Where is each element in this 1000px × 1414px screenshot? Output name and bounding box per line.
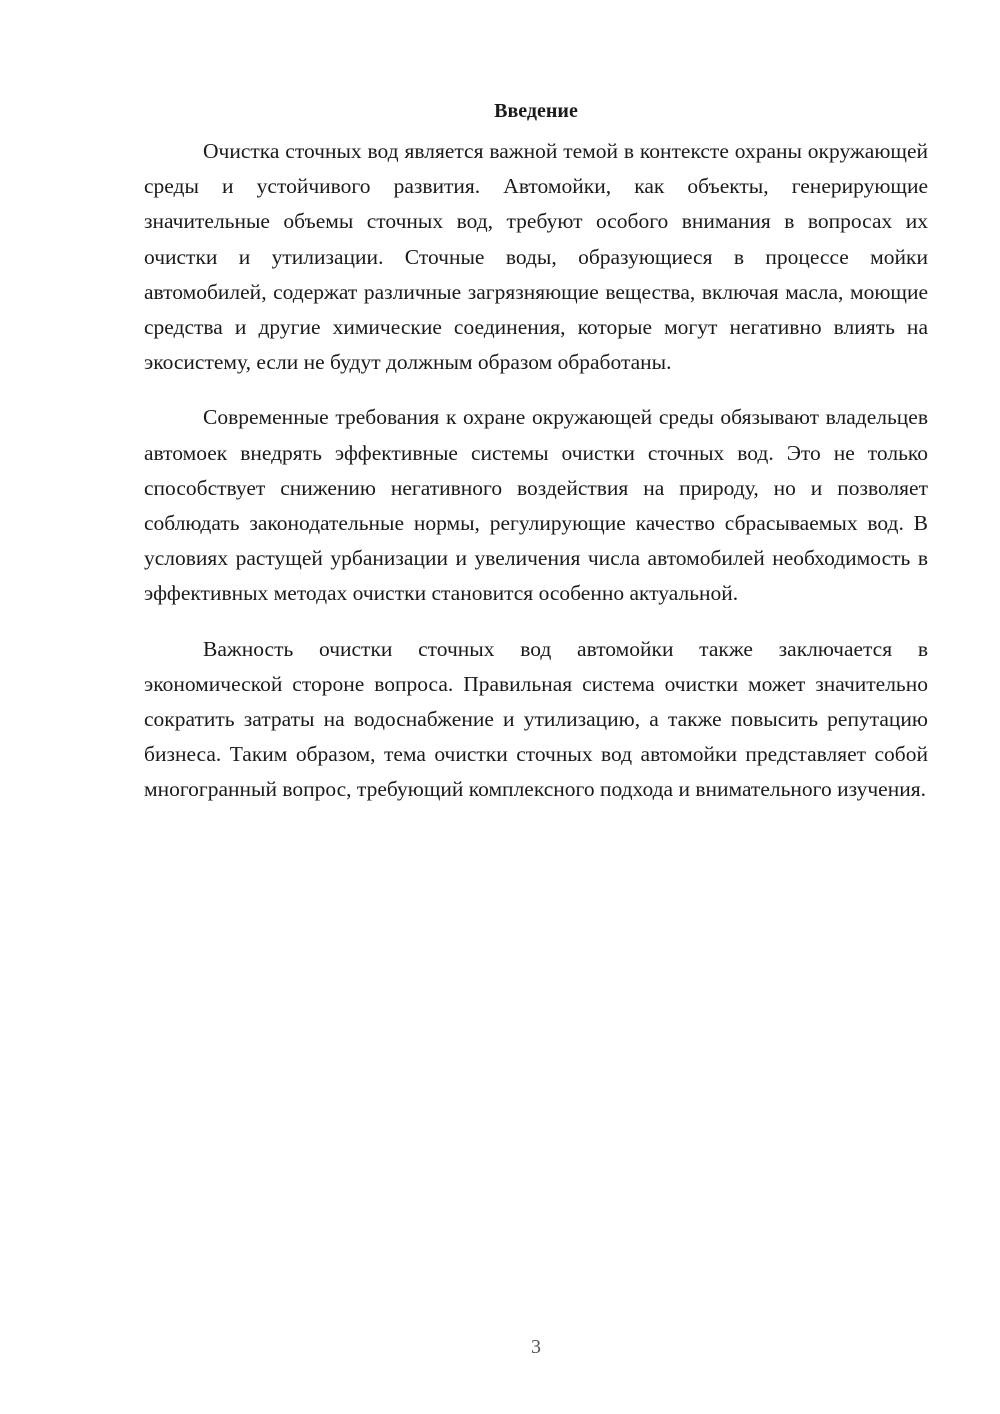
paragraph-2: Современные требования к охране окружающей среды обязывают владельцев автомоек внедрять эффективные системы очистки сточных вод. Это не только способствует снижению негативного воздействия на природу, но и позволяет соблюдать законодательные нормы, регулирующие качество сбрасываемых вод. В условиях растущей урбанизации и увеличения числа автомобилей необходимость в эффективных методах очистки становится особенно актуальной. [144,405,928,606]
page-number: 3 [531,1336,541,1358]
paragraph-1: Очистка сточных вод является важной темой в контексте охраны окружающей среды и устойчивого развития. Автомойки, как объекты, генерирующие значительные объемы сточных вод, требуют особого внимания в вопросах их очистки и утилизации. Сточные воды, образующиеся в процессе мойки автомобилей, содержат различные загрязняющие вещества, включая масла, моющие средства и другие химические соединения, которые могут негативно влиять на экосистему, если не будут должным образом обработаны. [144,139,928,375]
page-content [144,96,928,828]
section-heading: Введение [494,100,578,122]
paragraph-3: Важность очистки сточных вод автомойки также заключается в экономической стороне вопроса. Правильная система очистки может значительно сократить затраты на водоснабжение и утилизацию, а также повысить репутацию бизнеса. Таким образом, тема очистки сточных вод автомойки представляет собой многогранный вопрос, требующий комплексного подхода и внимательного изучения. [144,636,928,802]
